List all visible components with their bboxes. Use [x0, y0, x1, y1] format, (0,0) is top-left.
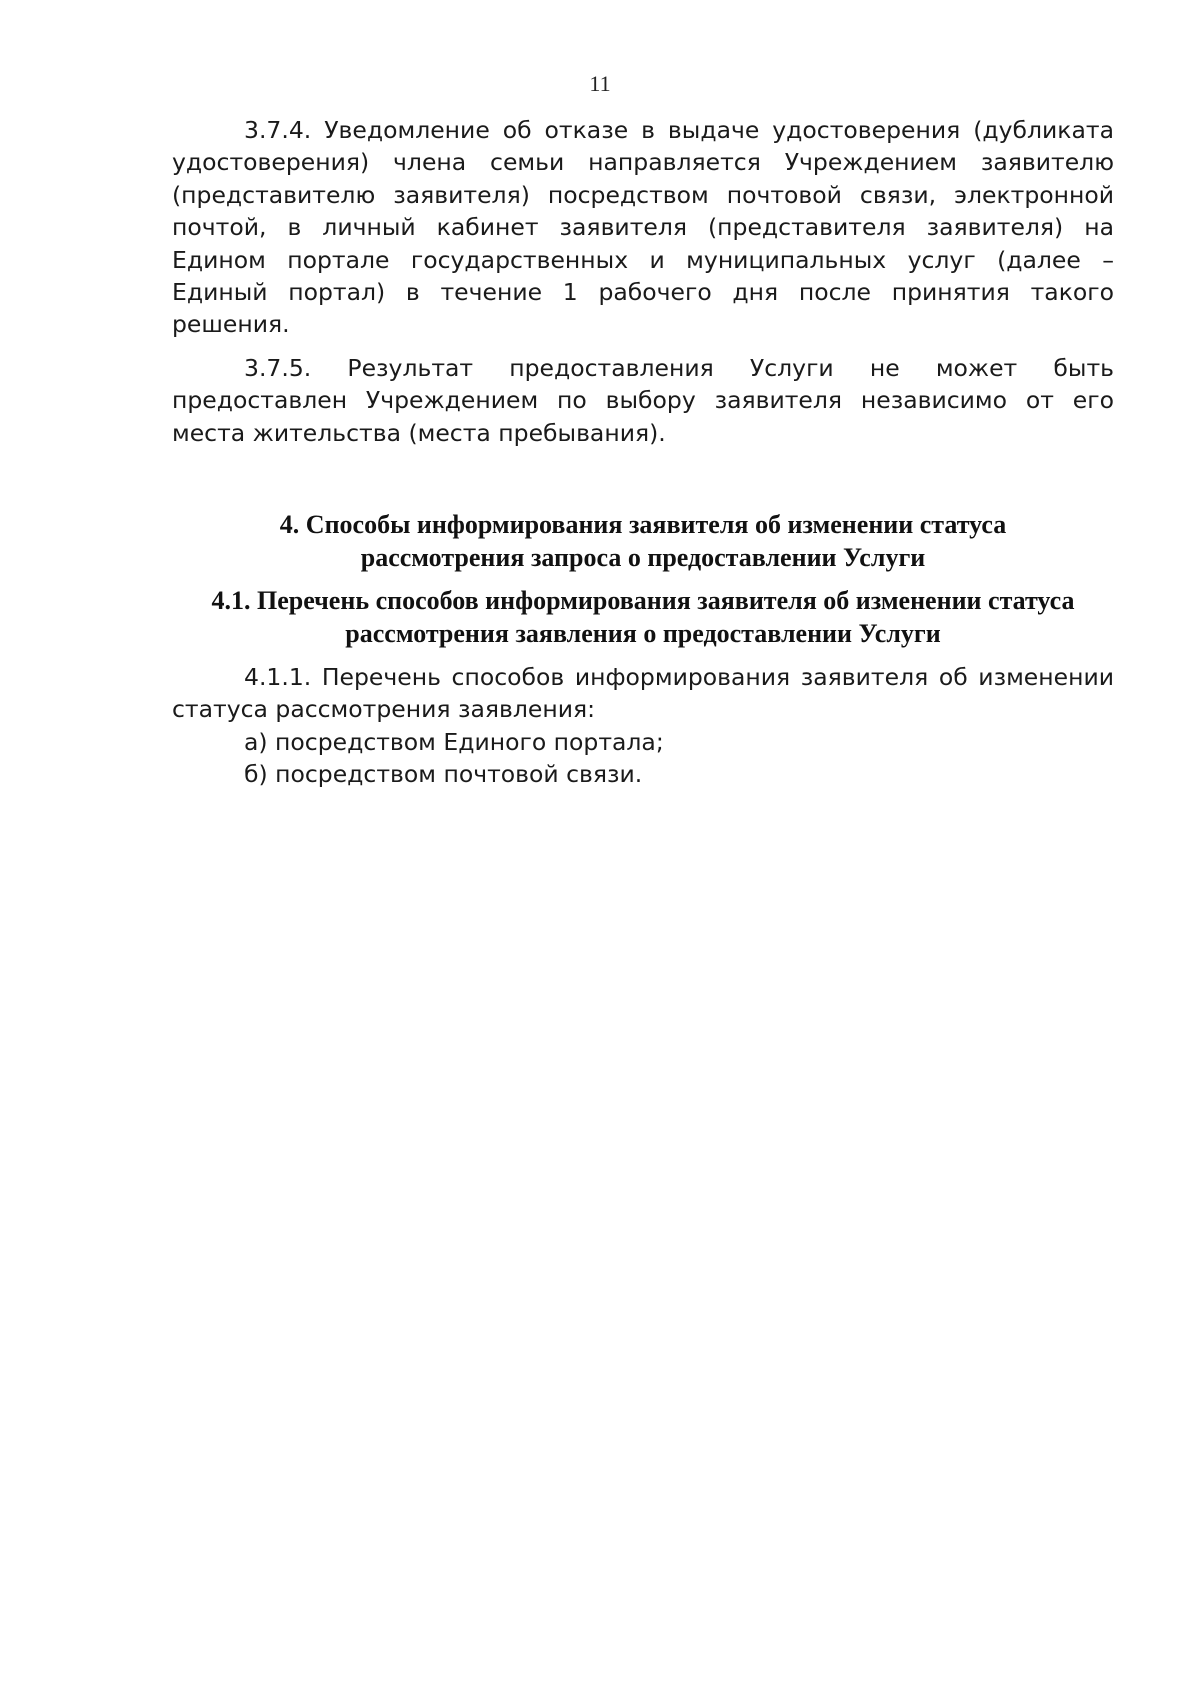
section-4-heading-line-2: рассмотрения запроса о предоставлении Услуги — [360, 542, 926, 572]
section-4-1-heading — [172, 585, 1114, 650]
section-4-1-heading-line-1: 4.1. Перечень способов информирования заявителя об изменении статуса — [211, 586, 1075, 616]
section-4-heading — [172, 509, 1114, 574]
paragraph-3-7-4: 3.7.4. Уведомление об отказе в выдаче удостоверения (дубликата удостоверения) члена семьи направляется Учреждением заявителю (представителю заявителя) посредством почтовой связи, электронной почтой, в личный кабинет заявителя (представителя заявителя) на Едином портале государственных и муниципальных услуг (далее – Единый портал) в течение 1 рабочего дня после принятия такого решения. — [172, 116, 1114, 339]
section-4-heading-line-1: 4. Способы информирования заявителя об изменении статуса — [279, 510, 1007, 540]
paragraph-4-1-1: 4.1.1. Перечень способов информирования заявителя об изменении статуса рассмотрения заявления: — [172, 663, 1114, 724]
page-number: 11 — [589, 71, 611, 96]
section-4-1-heading-line-2: рассмотрения заявления о предоставлении Услуги — [345, 618, 941, 648]
paragraph-3-7-5: 3.7.5. Результат предоставления Услуги не может быть предоставлен Учреждением по выбору заявителя независимо от его места жительства (места пребывания). — [172, 353, 1114, 447]
document-body — [172, 114, 1114, 791]
list-item: а) посредством Единого портала; — [244, 727, 664, 756]
list-item: б) посредством почтовой связи. — [244, 760, 643, 789]
